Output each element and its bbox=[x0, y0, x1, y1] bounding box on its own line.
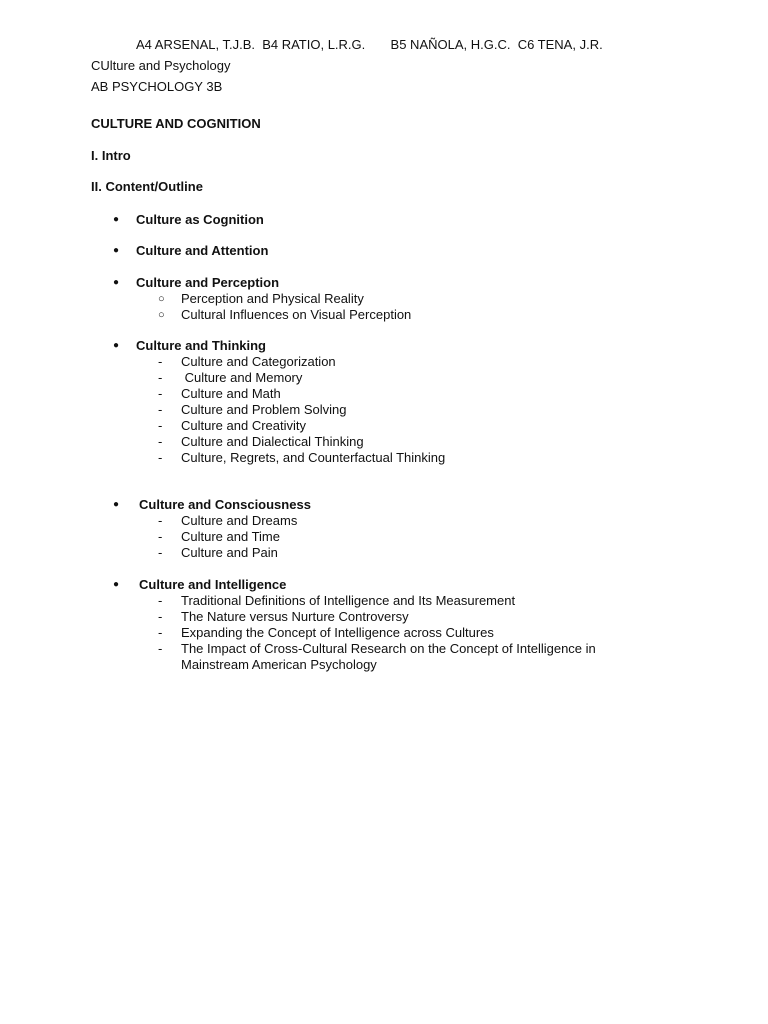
subitem-label: Expanding the Concept of Intelligence across Cultures bbox=[181, 625, 494, 640]
subitem-label: Culture and Time bbox=[181, 529, 280, 544]
bullet-icon: ● bbox=[113, 499, 120, 510]
topic-label: Culture and Consciousness bbox=[139, 497, 311, 512]
topic-label: Culture and Intelligence bbox=[139, 577, 287, 592]
dash-bullet-icon: - bbox=[158, 545, 163, 560]
authors-line: A4 ARSENAL, T.J.B. B4 RATIO, L.R.G. B5 NAÑOLA, H.G.C. C6 TENA, J.R. bbox=[136, 37, 603, 52]
subitem-label: Perception and Physical Reality bbox=[181, 291, 364, 306]
dash-bullet-icon: - bbox=[158, 418, 163, 433]
bullet-icon: ● bbox=[113, 340, 120, 351]
bullet-icon: ● bbox=[113, 579, 120, 590]
subitem-label: Culture and Dreams bbox=[181, 513, 298, 528]
subitem-label: Traditional Definitions of Intelligence and Its Measurement bbox=[181, 593, 516, 608]
dash-bullet-icon: - bbox=[158, 386, 163, 401]
subitem-label: Culture and Dialectical Thinking bbox=[181, 434, 364, 449]
document-title: CULTURE AND COGNITION bbox=[91, 116, 261, 131]
dash-bullet-icon: - bbox=[158, 370, 163, 385]
bullet-icon: ● bbox=[113, 277, 120, 288]
subitem-label: Culture and Pain bbox=[181, 545, 278, 560]
dash-bullet-icon: - bbox=[158, 593, 163, 608]
subitem-label: The Nature versus Nurture Controversy bbox=[181, 609, 409, 624]
subitem-label: Culture and Problem Solving bbox=[181, 402, 347, 417]
dash-bullet-icon: - bbox=[158, 641, 163, 656]
dash-bullet-icon: - bbox=[158, 513, 163, 528]
subitem-label: Culture, Regrets, and Counterfactual Thinking bbox=[181, 450, 446, 465]
circle-bullet-icon: ○ bbox=[158, 293, 165, 305]
topic-label: Culture and Perception bbox=[136, 275, 280, 290]
dash-bullet-icon: - bbox=[158, 529, 163, 544]
subitem-label: Culture and Categorization bbox=[181, 354, 336, 369]
subitem-label: Culture and Math bbox=[181, 386, 281, 401]
dash-bullet-icon: - bbox=[158, 354, 163, 369]
topic-label: Culture and Thinking bbox=[136, 338, 266, 353]
course-title: CUlture and Psychology bbox=[91, 58, 231, 73]
topic-label: Culture as Cognition bbox=[136, 212, 264, 227]
topic-label: Culture and Attention bbox=[136, 243, 269, 258]
outline-heading: II. Content/Outline bbox=[91, 179, 203, 194]
dash-bullet-icon: - bbox=[158, 434, 163, 449]
circle-bullet-icon: ○ bbox=[158, 309, 165, 321]
dash-bullet-icon: - bbox=[158, 402, 163, 417]
subitem-label: Culture and Memory bbox=[181, 370, 303, 385]
dash-bullet-icon: - bbox=[158, 450, 163, 465]
subitem-label: The Impact of Cross-Cultural Research on the Concept of Intelligence in Mainstream American Psychology bbox=[181, 641, 596, 672]
subitem-label: Cultural Influences on Visual Perception bbox=[181, 307, 412, 322]
section-name: AB PSYCHOLOGY 3B bbox=[91, 79, 223, 94]
dash-bullet-icon: - bbox=[158, 609, 163, 624]
intro-heading: I. Intro bbox=[91, 148, 131, 163]
subitem-label: Culture and Creativity bbox=[181, 418, 306, 433]
bullet-icon: ● bbox=[113, 245, 120, 256]
bullet-icon: ● bbox=[113, 214, 120, 225]
dash-bullet-icon: - bbox=[158, 625, 163, 640]
